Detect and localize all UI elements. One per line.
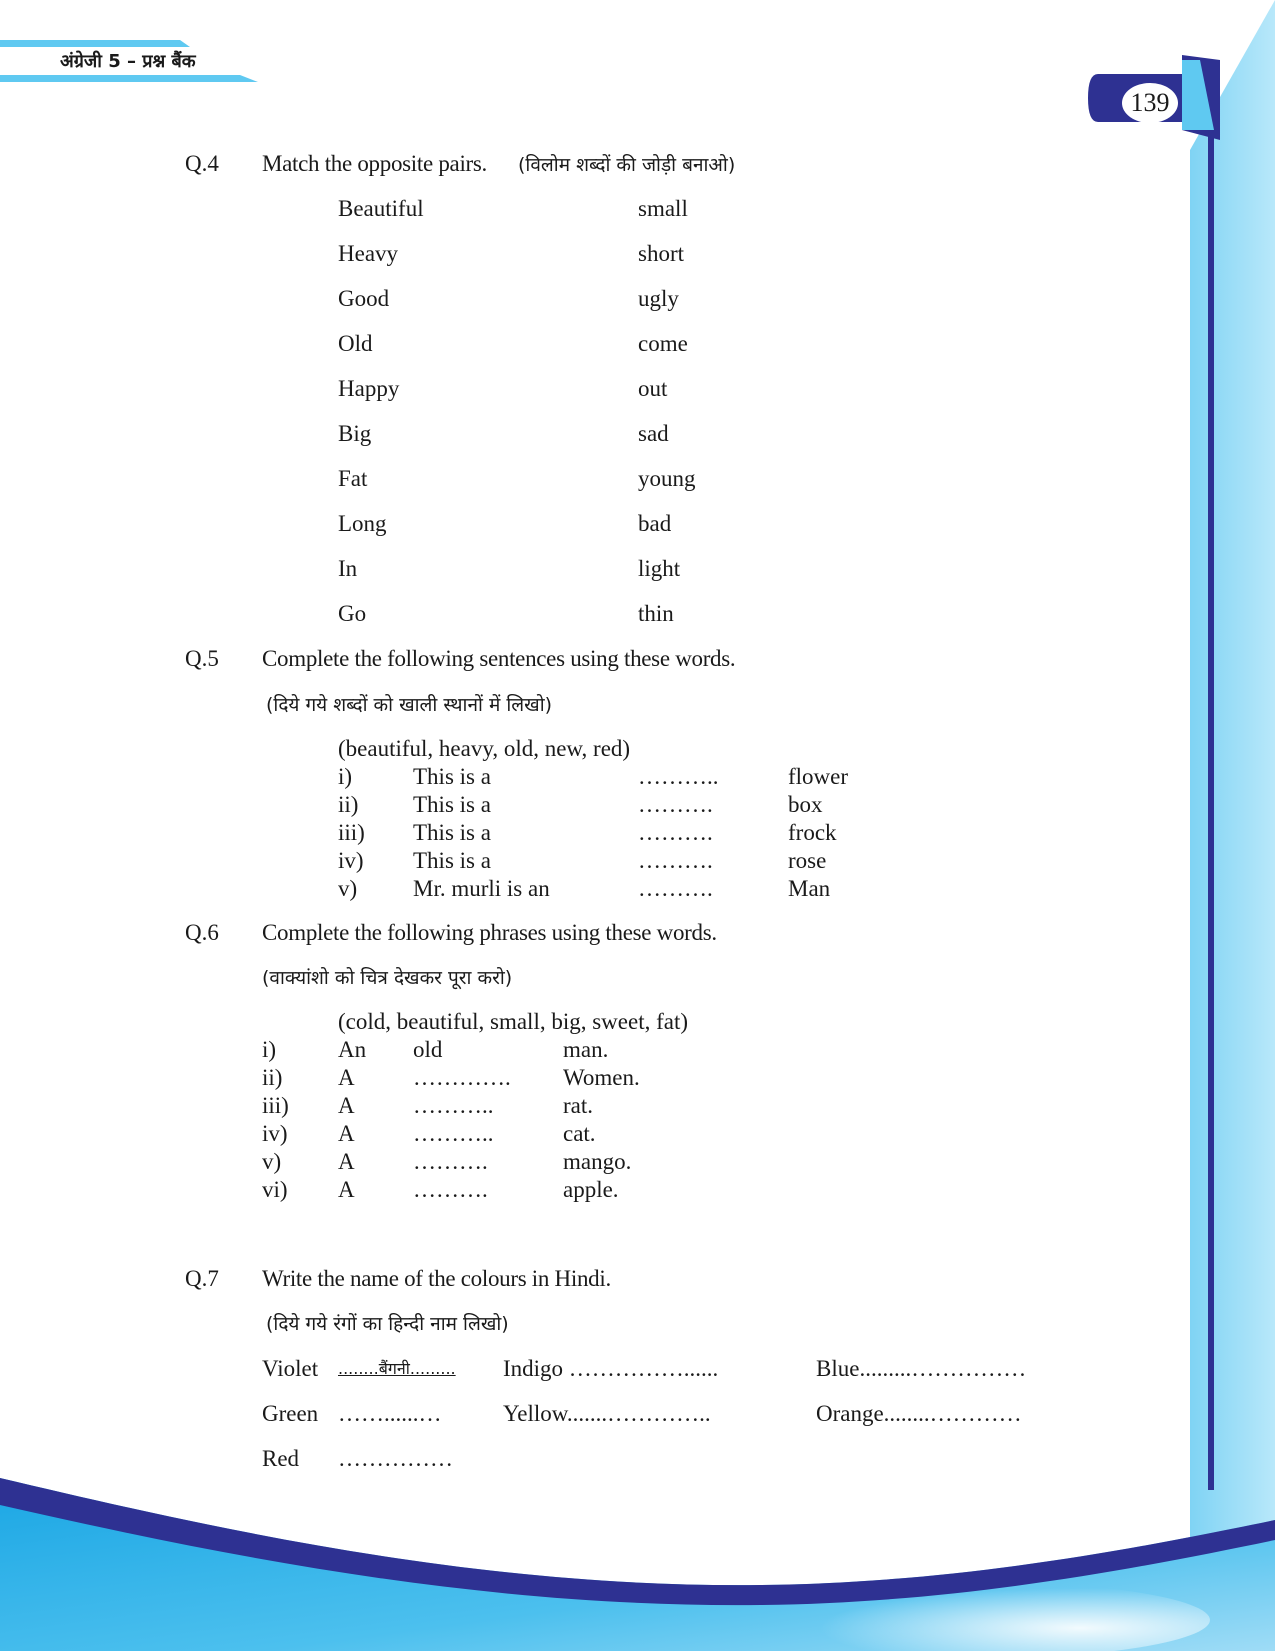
row-number: v) [262,1149,282,1174]
row-number: iv) [262,1121,288,1146]
row-article: A [338,1065,355,1090]
question-text: Write the name of the colours in Hindi. [262,1266,611,1291]
question-text: Complete the following sentences using these words. [262,646,736,671]
color-blank-green: ……......… [338,1401,442,1426]
row-blank: ………. [638,792,713,817]
question-text: Match the opposite pairs. [262,151,488,176]
row-text: Mr. murli is an [413,876,550,901]
list-item: young [638,466,696,491]
row-text: This is a [413,792,491,817]
question-number: Q.7 [185,1266,219,1291]
bottom-wave [0,1478,1275,1651]
question-hindi: (दिये गये शब्दों को खाली स्थानों में लिखो) [266,694,553,716]
color-blue: Blue.........…………… [816,1356,1027,1381]
row-article: An [338,1037,367,1062]
color-label-red: Red [262,1446,300,1471]
row-text: This is a [413,820,491,845]
question-hindi: (विलोम शब्दों की जोड़ी बनाओ) [518,154,736,176]
list-item: Old [338,331,373,356]
row-noun: apple. [563,1177,619,1202]
word-bank: (beautiful, heavy, old, new, red) [338,736,631,761]
row-word: flower [788,764,849,789]
row-word: Man [788,876,831,901]
list-item: Good [338,286,390,311]
color-label-violet: Violet [262,1356,319,1381]
row-noun: mango. [563,1149,632,1174]
row-blank: ………. [638,820,713,845]
row-article: A [338,1121,355,1146]
row-blank: ………. [413,1149,488,1174]
list-item: In [338,556,358,581]
list-item: light [638,556,681,581]
color-indigo: Indigo ……………...... [503,1356,719,1381]
right-side-band [1190,0,1275,1651]
row-word: rose [788,848,827,873]
row-noun: rat. [563,1093,594,1118]
row-noun: man. [563,1037,609,1062]
row-blank: old [413,1037,443,1062]
list-item: short [638,241,684,266]
list-item: small [638,196,688,221]
row-article: A [338,1093,355,1118]
question-number: Q.6 [185,920,219,945]
list-item: Beautiful [338,196,424,221]
row-number: iv) [338,848,364,873]
color-blank-red: …………… [338,1446,453,1471]
row-noun: Women. [563,1065,640,1090]
row-article: A [338,1149,355,1174]
row-noun: cat. [563,1121,596,1146]
word-bank: (cold, beautiful, small, big, sweet, fat) [338,1009,689,1034]
row-blank: ………. [413,1177,488,1202]
question-number: Q.5 [185,646,219,671]
list-item: sad [638,421,669,446]
row-text: This is a [413,848,491,873]
row-number: vi) [262,1177,288,1202]
list-item: ugly [638,286,679,311]
row-blank: …………. [413,1065,511,1090]
list-item: Go [338,601,367,626]
row-blank: ………. [638,848,713,873]
question-text: Complete the following phrases using these words. [262,920,717,945]
list-item: Long [338,511,387,536]
row-blank: ………. [638,876,713,901]
question-hindi: (वाक्यांशो को चित्र देखकर पूरा करो) [262,967,513,989]
list-item: out [638,376,668,401]
list-item: bad [638,511,672,536]
row-blank: ……….. [413,1121,494,1146]
row-blank: ……….. [413,1093,494,1118]
row-number: i) [338,764,353,789]
row-number: ii) [338,792,359,817]
list-item: come [638,331,688,356]
question-hindi: (दिये गये रंगों का हिन्दी नाम लिखो) [266,1313,509,1335]
row-number: iii) [262,1093,289,1118]
row-number: i) [262,1037,277,1062]
color-orange: Orange........………… [816,1401,1022,1426]
color-yellow: Yellow.......………….. [503,1401,711,1426]
row-number: ii) [262,1065,283,1090]
row-number: v) [338,876,358,901]
page-number: 139 [1130,88,1170,117]
list-item: Happy [338,376,400,401]
row-text: This is a [413,764,491,789]
question-number: Q.4 [185,151,219,176]
color-answer-violet: ........बैंगनी......... [338,1359,456,1378]
list-item: thin [638,601,674,626]
list-item: Big [338,421,372,446]
row-word: box [788,792,823,817]
row-number: iii) [338,820,365,845]
list-item: Fat [338,466,368,491]
color-label-green: Green [262,1401,319,1426]
row-blank: ……….. [638,764,719,789]
row-article: A [338,1177,355,1202]
row-word: frock [788,820,837,845]
list-item: Heavy [338,241,399,266]
book-title: अंग्रेजी 5 – प्रश्न बैंक [60,51,196,72]
